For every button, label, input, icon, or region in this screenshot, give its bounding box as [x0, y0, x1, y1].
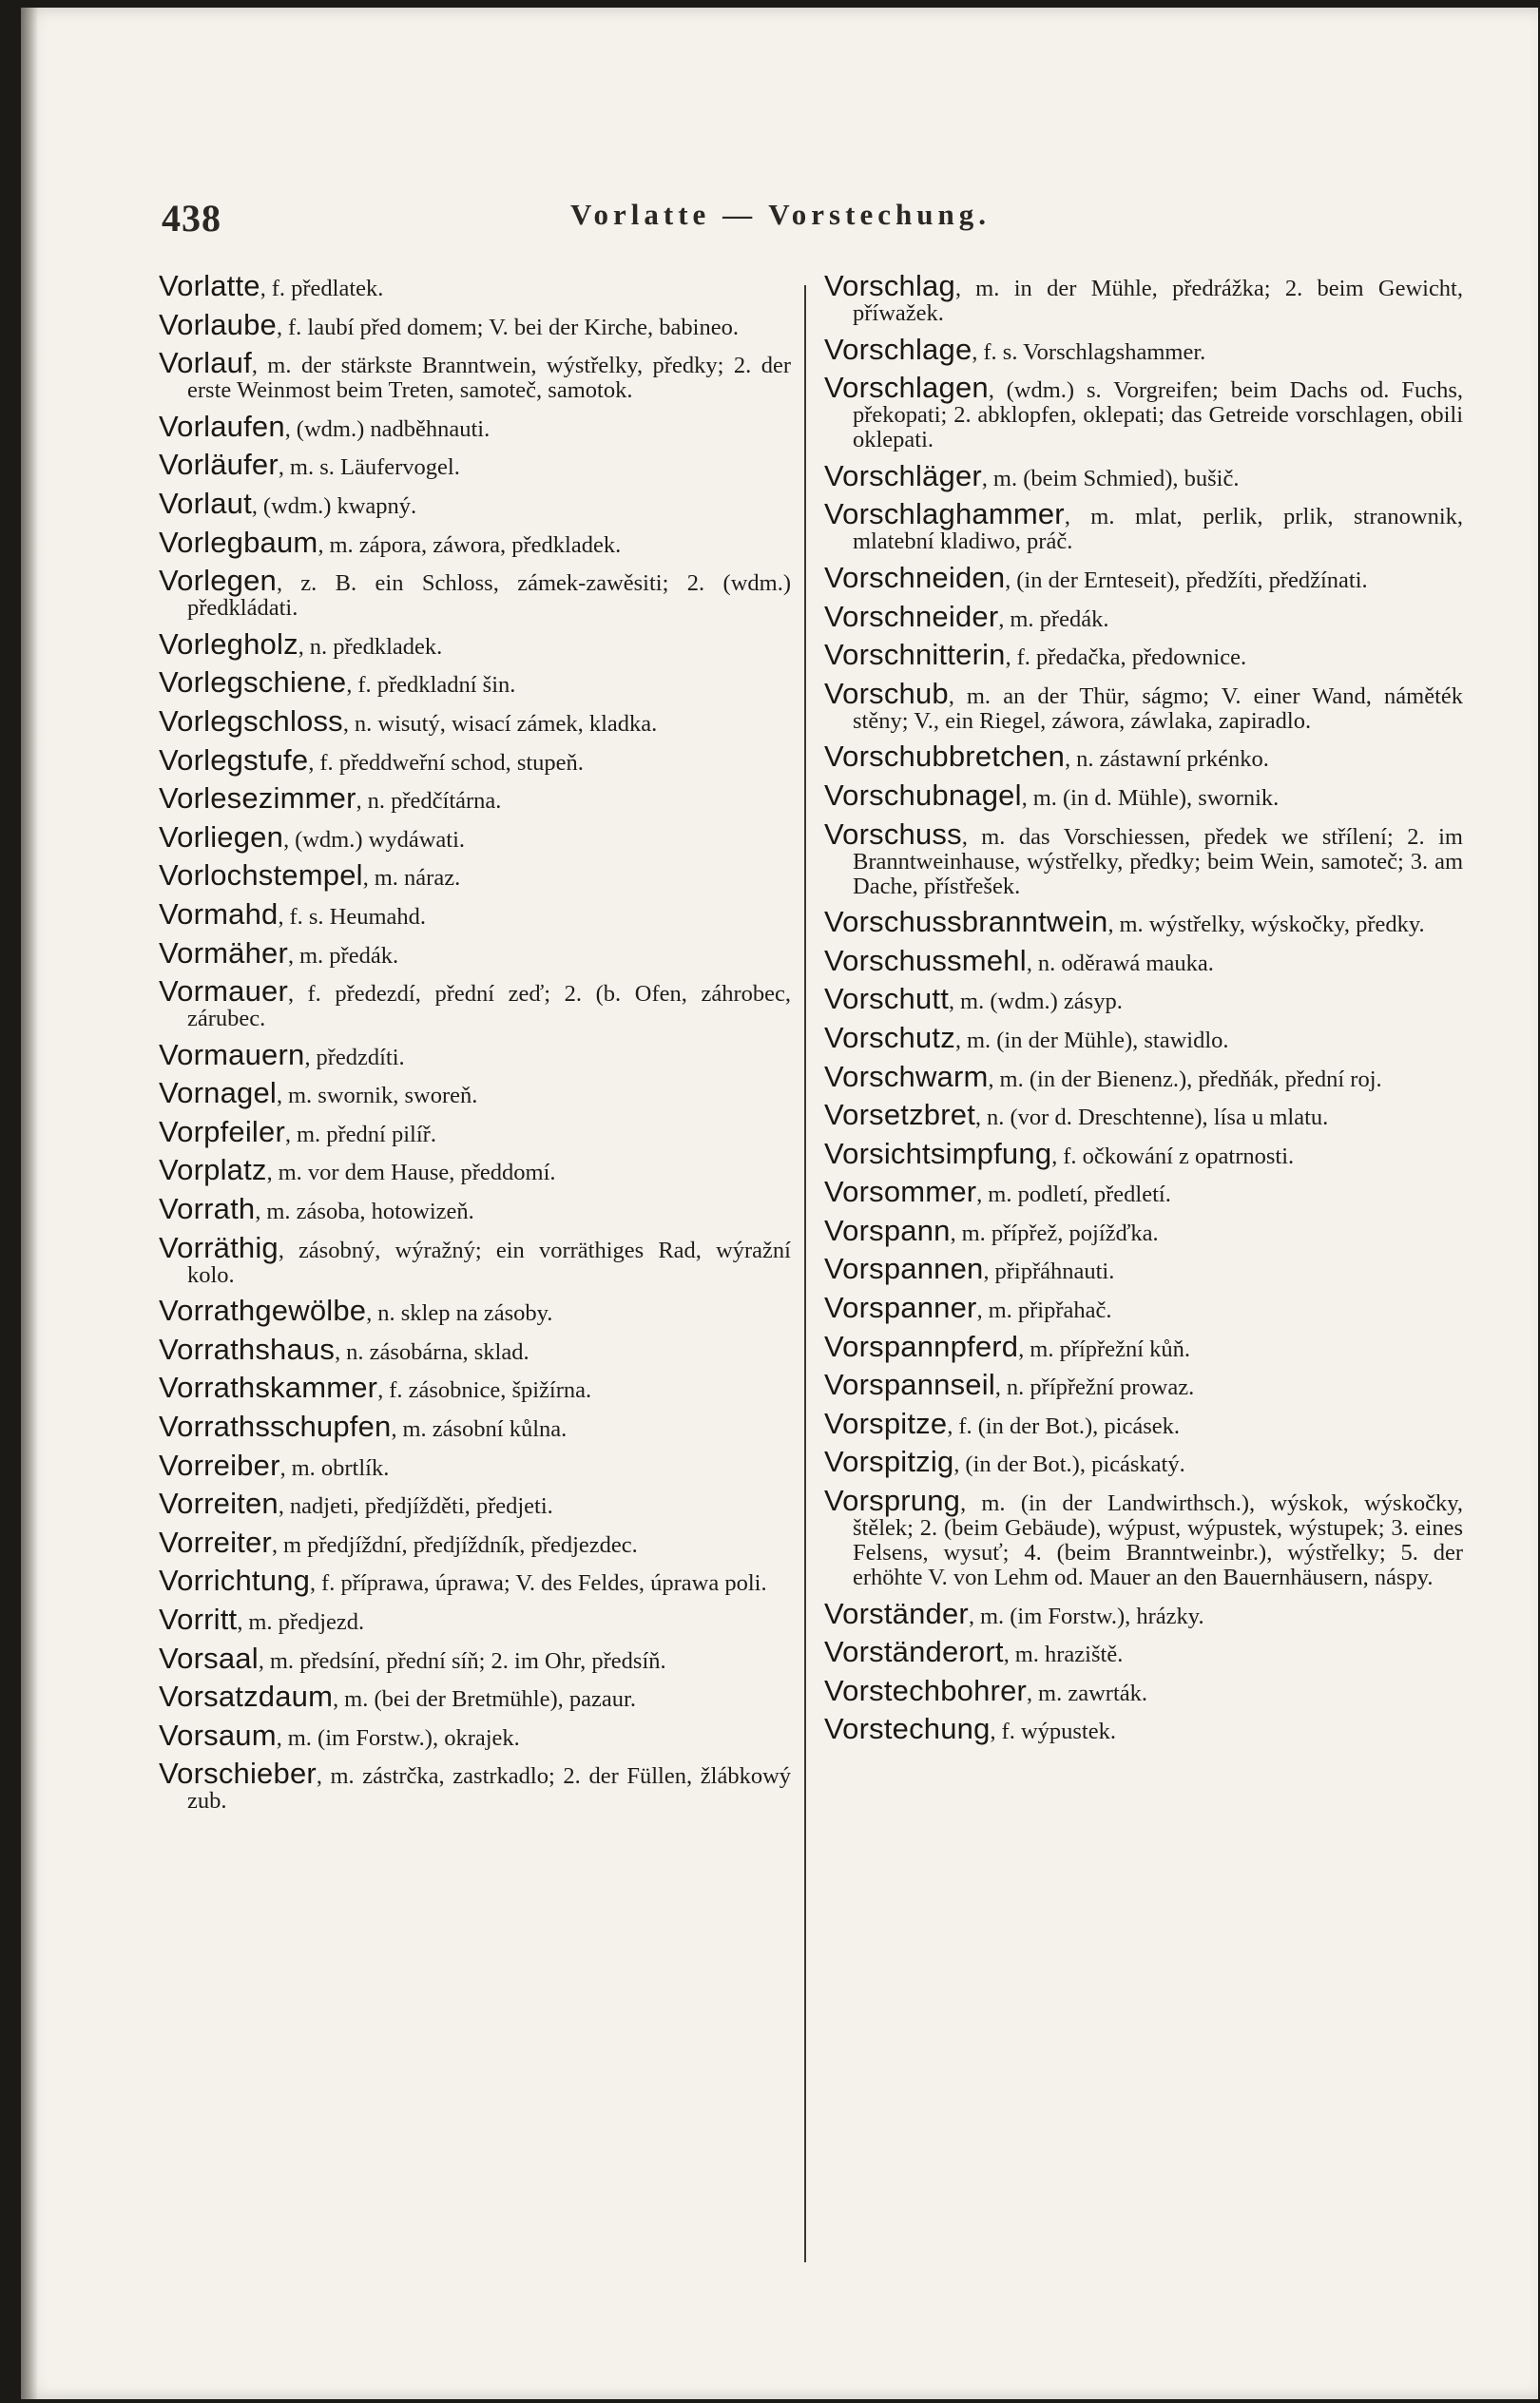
dictionary-entry: Vorlaufen, (wdm.) nadběhnauti. [159, 409, 491, 443]
dictionary-entry: Vorschub, m. an der Thür, ságmo; V. einer Wand, náměték stěny; V., ein Riegel, záwora, záwlaka, zapiradlo. [824, 676, 1464, 734]
entry-definition: m. předák. [299, 942, 399, 969]
entry-headword: Vorlaufen [159, 409, 285, 443]
dictionary-entry: Vorsaum, m. (im Forstw.), okrajek. [159, 1718, 520, 1752]
dictionary-entry: Vorliegen, (wdm.) wydáwati. [159, 819, 466, 854]
entry-headword: Vorschlag [824, 269, 955, 302]
entry-headword: Vorlegholz [159, 626, 298, 661]
entry-definition: f. wýpustek. [1001, 1719, 1116, 1745]
entry-definition: f. příprawa, úprawa; V. des Feldes, úprawa poli. [321, 1570, 767, 1597]
dictionary-entry: Vorplatz, m. vor dem Hause, předdomí. [159, 1153, 556, 1187]
entry-headword: Vorreiber [159, 1448, 280, 1482]
entry-headword: Vorschieber [159, 1757, 317, 1791]
entry-headword: Vorschub [824, 676, 949, 710]
dictionary-entry: Vorlesezimmer, n. předčítárna. [159, 781, 502, 816]
entry-definition: n. (vor d. Dreschtenne), lísa u mlatu. [987, 1105, 1329, 1131]
entry-headword: Vorrathshaus [159, 1332, 336, 1366]
dictionary-entry: Vorstechbohrer, m. zawrták. [824, 1673, 1148, 1707]
dictionary-entry: Vorreiter, m předjíždní, předjíždník, předjezdec. [159, 1525, 638, 1559]
entry-headword: Vorspannseil [824, 1368, 995, 1402]
dictionary-entry: Vorrathgewölbe, n. sklep na zásoby. [159, 1294, 553, 1328]
entry-headword: Vorspanner [824, 1291, 977, 1325]
entry-definition: f. předezdí, přední zeď; 2. (b. Ofen, záhrobec, zárubec. [187, 981, 791, 1032]
entry-definition: m. vor dem Hause, předdomí. [278, 1160, 556, 1186]
entry-headword: Vorrathskammer [159, 1371, 378, 1405]
dictionary-entry: Vorständerort, m. hraziště. [824, 1635, 1124, 1669]
entry-headword: Vorlaut [159, 486, 252, 520]
dictionary-entry: Vorstechung, f. wýpustek. [824, 1712, 1116, 1746]
entry-headword: Vorschutt [824, 982, 950, 1016]
dictionary-entry: Vorschussmehl, n. oděrawá mauka. [824, 943, 1214, 977]
dictionary-entry: Vorräthig, zásobný, wýražný; ein vorräthiges Rad, wýražní kolo. [159, 1230, 791, 1288]
entry-headword: Vorrichtung [159, 1564, 311, 1598]
entry-headword: Vorliegen [159, 819, 284, 854]
entry-headword: Vorlegschiene [159, 665, 347, 700]
entry-headword: Vorsprung [824, 1484, 961, 1518]
entry-headword: Vorlauf [159, 346, 252, 380]
entry-headword: Vornagel [159, 1076, 277, 1110]
dictionary-entry: Vorspannpferd, m. přípřežní kůň. [824, 1329, 1191, 1363]
dictionary-entry: Vorlegen, z. B. ein Schloss, zámek-zawěsiti; 2. (wdm.) předkládati. [159, 564, 792, 622]
dictionary-entry: Vorsatzdaum, m. (bei der Bretmühle), pazaur. [159, 1680, 636, 1714]
dictionary-entry: Vorspannseil, n. přípřežní prowaz. [824, 1368, 1195, 1402]
entry-headword: Vormauer [159, 974, 288, 1009]
dictionary-entry: Vorlegschiene, f. předkladní šin. [159, 665, 516, 700]
entry-headword: Vorräthig [159, 1230, 279, 1264]
dictionary-entry: Vorlegholz, n. předkladek. [159, 626, 443, 661]
entry-headword: Vorspitzig [824, 1445, 954, 1479]
dictionary-entry: Vormauern, předzdíti. [159, 1037, 405, 1071]
right-column [824, 269, 1464, 1756]
entry-definition: n. předčítárna. [367, 788, 502, 815]
dictionary-entry: Vorritt, m. předjezd. [159, 1603, 365, 1636]
entry-headword: Vorlochstempel [159, 858, 363, 893]
dictionary-entry: Vorschneiden, (in der Ernteseit), předžíti, předžínati. [824, 560, 1368, 594]
page-header [162, 196, 1388, 243]
entry-headword: Vorstechung [824, 1712, 991, 1746]
entry-headword: Vorlesezimmer [159, 781, 356, 816]
dictionary-entry: Vorspann, m. přípřež, pojížďka. [824, 1213, 1159, 1247]
dictionary-entry: Vorschieber, m. zástrčka, zastrkadlo; 2. der Füllen, žlábkowý zub. [159, 1757, 792, 1815]
entry-definition: m. předák. [1010, 606, 1109, 632]
entry-headword: Vorlegen [159, 564, 277, 598]
dictionary-entry: Vorreiten, nadjeti, předjížděti, předjeti. [159, 1487, 553, 1521]
dictionary-entry: Vorschutz, m. (in der Mühle), stawidlo. [824, 1020, 1229, 1054]
entry-definition: m. (bei der Bretmühle), pazaur. [344, 1686, 636, 1713]
dictionary-entry: Vorlegstufe, f. předdweřní schod, stupeň. [159, 742, 584, 777]
entry-headword: Vorrathgewölbe [159, 1294, 367, 1328]
entry-definition: m. (wdm.) zásyp. [960, 989, 1123, 1015]
page-gutter-shadow [21, 8, 38, 2399]
entry-definition: f. předkladní šin. [357, 672, 516, 699]
entry-definition: f. očkowání z opatrnosti. [1063, 1143, 1295, 1169]
entry-headword: Vorreiter [159, 1525, 272, 1559]
entry-definition: f. s. Vorschlagshammer. [983, 338, 1206, 365]
dictionary-entry: Vornagel, m. swornik, sworeň. [159, 1076, 478, 1110]
dictionary-entry: Vorrichtung, f. příprawa, úprawa; V. des Feldes, úprawa poli. [159, 1564, 767, 1598]
entry-definition: m. (in der Bienenz.), předňák, přední roj. [999, 1066, 1382, 1092]
dictionary-entry: Vorreiber, m. obrtlík. [159, 1448, 390, 1482]
entry-definition: m. náraz. [374, 865, 461, 892]
entry-definition: m. (beim Schmied), bušič. [992, 465, 1240, 491]
entry-headword: Vorspannpferd [824, 1329, 1019, 1363]
entry-definition: f. s. Heumahd. [289, 903, 427, 930]
dictionary-entry: Vorspitzig, (in der Bot.), picáskatý. [824, 1445, 1185, 1479]
entry-headword: Vorständerort [824, 1635, 1004, 1669]
entry-headword: Vorspitze [824, 1406, 948, 1440]
entry-definition: (in der Ernteseit), předžíti, předžínati. [1016, 567, 1368, 593]
dictionary-entry: Vorschussbranntwein, m. wýstřelky, wýskočky, předky. [824, 905, 1425, 939]
left-column [159, 269, 792, 1825]
entry-definition: m. das Vorschiessen, předek we střílení; 2. im Branntweinhause, wýstřelky, předky; beim Wein, samoteč; 3. am Dache, přístřešek. [853, 823, 1463, 899]
dictionary-entry: Vorlochstempel, m. náraz. [159, 858, 461, 893]
entry-headword: Vorplatz [159, 1153, 267, 1187]
entry-headword: Vorschubbretchen [824, 740, 1066, 774]
dictionary-entry: Vorständer, m. (im Forstw.), hrázky. [824, 1596, 1204, 1630]
dictionary-entry: Vorsichtsimpfung, f. očkowání z opatrnosti. [824, 1136, 1295, 1170]
entry-definition: (wdm.) wydáwati. [295, 826, 466, 853]
page-number: 438 [162, 197, 221, 240]
entry-definition: m. přípřežní kůň. [1030, 1336, 1191, 1362]
dictionary-entry: Vorrathskammer, f. zásobnice, špižírna. [159, 1371, 592, 1405]
entry-headword: Vorpfeiler [159, 1114, 285, 1148]
entry-definition: n. zástawní prkénko. [1076, 746, 1269, 773]
entry-definition: f. předlatek. [271, 276, 384, 301]
dictionary-entry: Vorlauf, m. der stärkste Branntwein, wýstřelky, předky; 2. der erste Weinmost beim Treten, samoteč, samotok. [159, 346, 791, 404]
entry-headword: Vorrathsschupfen [159, 1410, 392, 1444]
dictionary-entry: Vorschlag, m. in der Mühle, předrážka; 2. beim Gewicht, příwažek. [824, 269, 1463, 326]
entry-definition: n. oděrawá mauka. [1037, 950, 1214, 976]
entry-definition: m. zástrčka, zastrkadlo; 2. der Füllen, žlábkowý zub. [187, 1763, 792, 1815]
dictionary-entry: Vorlegschloss, n. wisutý, wisací zámek, kladka. [159, 703, 658, 738]
entry-headword: Vormahd [159, 896, 279, 931]
entry-headword: Vorschuss [824, 817, 962, 851]
entry-headword: Vorspann [824, 1213, 951, 1247]
entry-headword: Vormäher [159, 935, 288, 970]
entry-headword: Vorständer [824, 1596, 969, 1630]
entry-headword: Vorreiten [159, 1487, 279, 1521]
dictionary-entry: Vorläufer, m. s. Läufervogel. [159, 448, 460, 482]
entry-definition: m předjíždní, předjíždník, předjezdec. [282, 1531, 638, 1558]
entry-definition: m. přípřež, pojížďka. [961, 1220, 1159, 1246]
entry-headword: Vorsaum [159, 1718, 277, 1752]
entry-headword: Vorstechbohrer [824, 1673, 1028, 1707]
dictionary-entry: Vorrathsschupfen, m. zásobní kůlna. [159, 1410, 568, 1444]
entry-definition: m. swornik, sworeň. [287, 1083, 478, 1109]
dictionary-entry: Vorsaal, m. předsíní, přední síň; 2. im Ohr, předsíň. [159, 1641, 666, 1675]
entry-definition: n. přípřežní prowaz. [1006, 1375, 1195, 1401]
entry-headword: Vorlegstufe [159, 742, 309, 777]
entry-definition: n. sklep na zásoby. [377, 1300, 553, 1327]
entry-definition: (wdm.) nadběhnauti. [296, 415, 491, 442]
entry-definition: m. přední pilíř. [296, 1121, 436, 1147]
dictionary-entry: Vorsetzbret, n. (vor d. Dreschtenne), lísa u mlatu. [824, 1098, 1329, 1132]
entry-headword: Vorschwarm [824, 1059, 989, 1093]
entry-definition: z. B. ein Schloss, zámek-zawěsiti; 2. (wdm.) předkládati. [187, 570, 792, 622]
entry-headword: Vorsichtsimpfung [824, 1136, 1052, 1170]
dictionary-entry: Vorrath, m. zásoba, hotowizeň. [159, 1192, 474, 1226]
entry-definition: m. an der Thür, ságmo; V. einer Wand, náměték stěny; V., ein Riegel, záwora, záwlaka, zapiradlo. [853, 682, 1464, 734]
entry-headword: Vorschutz [824, 1020, 955, 1054]
dictionary-entry: Vorschlagen, (wdm.) s. Vorgreifen; beim Dachs od. Fuchs, překopati; 2. abklopfen, oklepati; das Getreide vorschlagen, obili oklepati. [824, 371, 1463, 453]
entry-definition: m. obrtlík. [291, 1454, 390, 1481]
dictionary-entry: Vorsprung, m. (in der Landwirthsch.), wýskok, wýskočky, štělek; 2. (beim Gebäude), wýpust, wýpustek, wýstupek; 3. eines Felsens, wysuť; 4. (beim Branntweinbr.), wýstřelky; 5. der erhöhte V. von Lehm od. Mauer an den Bauernhäusern, náspy. [824, 1484, 1463, 1591]
dictionary-entry: Vorlegbaum, m. zápora, záwora, předkladek. [159, 525, 622, 559]
entry-definition: m. (im Forstw.), hrázky. [979, 1603, 1204, 1629]
entry-definition: (in der Bot.), picáskatý. [965, 1451, 1185, 1478]
entry-definition: n. zásobárna, sklad. [346, 1338, 529, 1365]
entry-headword: Vorritt [159, 1603, 238, 1636]
entry-definition: m. mlat, perlik, prlik, stranownik, mlatební kladiwo, práč. [853, 504, 1464, 555]
entry-definition: f. předačka, předownice. [1016, 644, 1247, 671]
entry-headword: Vorsaal [159, 1641, 259, 1675]
entry-definition: m. předsíní, přední síň; 2. im Ohr, předsíň. [269, 1647, 666, 1674]
entry-definition: připřáhnauti. [994, 1259, 1115, 1285]
entry-definition: n. wisutý, wisací zámek, kladka. [354, 710, 658, 737]
entry-headword: Vorschussmehl [824, 943, 1027, 977]
entry-definition: předzdíti. [316, 1044, 405, 1070]
entry-definition: m. zásobní kůlna. [402, 1416, 568, 1443]
entry-definition: (wdm.) s. Vorgreifen; beim Dachs od. Fuchs, překopati; 2. abklopfen, oklepati; das Getreide vorschlagen, obili oklepati. [853, 377, 1463, 453]
dictionary-entry: Vorschubbretchen, n. zástawní prkénko. [824, 740, 1269, 774]
entry-definition: m. připřahač. [988, 1298, 1112, 1324]
entry-definition: m. zawrták. [1038, 1680, 1148, 1706]
dictionary-entry: Vorschuss, m. das Vorschiessen, předek we střílení; 2. im Branntweinhause, wýstřelky, předky; beim Wein, samoteč; 3. am Dache, přístřešek. [824, 817, 1463, 899]
entry-headword: Vormauern [159, 1037, 305, 1071]
dictionary-entry: Vorschlage, f. s. Vorschlagshammer. [824, 332, 1206, 366]
dictionary-entry: Vorschneider, m. předák. [824, 599, 1109, 633]
entry-definition: m. zásoba, hotowizeň. [266, 1199, 474, 1225]
dictionary-entry: Vorspitze, f. (in der Bot.), picásek. [824, 1406, 1180, 1440]
dictionary-entry: Vormahd, f. s. Heumahd. [159, 896, 427, 931]
entry-headword: Vorschussbranntwein [824, 905, 1108, 939]
entry-headword: Vorschnitterin [824, 638, 1006, 672]
entry-headword: Vorschlage [824, 332, 972, 366]
entry-headword: Vorsetzbret [824, 1098, 976, 1132]
entry-headword: Vorschneiden [824, 560, 1006, 594]
entry-headword: Vorlaube [159, 307, 277, 341]
dictionary-entry: Vorlatte, f. předlatek. [159, 269, 384, 302]
running-head: Vorlatte — Vorstechung. [570, 198, 991, 231]
entry-definition: f. laubí před domem; V. bei der Kirche, babineo. [287, 314, 739, 340]
entry-definition: m. hraziště. [1014, 1642, 1124, 1668]
entry-definition: m. (im Forstw.), okrajek. [287, 1724, 520, 1751]
dictionary-entry: Vorlaut, (wdm.) kwapný. [159, 486, 417, 520]
dictionary-entry: Vorspanner, m. připřahač. [824, 1291, 1112, 1325]
dictionary-entry: Vorschubnagel, m. (in d. Mühle), swornik. [824, 778, 1280, 812]
dictionary-entry: Vorsommer, m. podletí, předletí. [824, 1175, 1171, 1209]
dictionary-entry: Vorschnitterin, f. předačka, předownice. [824, 638, 1247, 672]
entry-headword: Vorläufer [159, 448, 279, 482]
entry-definition: n. předkladek. [309, 633, 443, 660]
dictionary-entry: Vorschutt, m. (wdm.) zásyp. [824, 982, 1123, 1016]
entry-headword: Vorlatte [159, 269, 260, 302]
entry-definition: m. in der Mühle, předrážka; 2. beim Gewicht, příwažek. [853, 276, 1463, 326]
dictionary-entry: Vorrathshaus, n. zásobárna, sklad. [159, 1332, 529, 1366]
entry-headword: Vorschlagen [824, 371, 989, 405]
entry-headword: Vorrath [159, 1192, 256, 1226]
entry-headword: Vorschlaghammer [824, 497, 1065, 531]
entry-definition: m. (in der Landwirthsch.), wýskok, wýskočky, štělek; 2. (beim Gebäude), wýpust, wýpustek, wýstupek; 3. eines Felsens, wysuť; 4. (beim Branntweinbr.), wýstřelky; 5. der erhöhte V. von Lehm od. Mauer an den Bauernhäusern, náspy. [853, 1490, 1463, 1591]
entry-definition: (wdm.) kwapný. [262, 492, 417, 519]
column-divider [804, 285, 806, 2262]
entry-headword: Vorlegschloss [159, 703, 343, 738]
dictionary-entry: Vorspannen, připřáhnauti. [824, 1252, 1115, 1286]
entry-definition: f. zásobnice, špižírna. [389, 1377, 592, 1404]
entry-definition: m. podletí, předletí. [988, 1182, 1171, 1208]
entry-definition: f. předdweřní schod, stupeň. [319, 749, 584, 776]
dictionary-entry: Vorlaube, f. laubí před domem; V. bei der Kirche, babineo. [159, 307, 739, 341]
entry-definition: f. (in der Bot.), picásek. [958, 1413, 1180, 1439]
entry-definition: m. (in der Mühle), stawidlo. [966, 1027, 1229, 1053]
entry-definition: m. zápora, záwora, předkladek. [329, 531, 622, 558]
entry-definition: zásobný, wýražný; ein vorräthiges Rad, wýražní kolo. [187, 1237, 791, 1288]
entry-headword: Vorschneider [824, 599, 999, 633]
entry-definition: m. s. Läufervogel. [289, 454, 460, 481]
entry-headword: Vorspannen [824, 1252, 984, 1286]
dictionary-entry: Vorschwarm, m. (in der Bienenz.), předňák, přední roj. [824, 1059, 1382, 1093]
entry-headword: Vorsatzdaum [159, 1680, 334, 1714]
entry-definition: m. (in d. Mühle), swornik. [1032, 784, 1280, 811]
dictionary-entry: Vorschläger, m. (beim Schmied), bušič. [824, 458, 1240, 492]
entry-definition: m. předjezd. [248, 1609, 365, 1635]
dictionary-entry: Vorpfeiler, m. přední pilíř. [159, 1114, 436, 1148]
dictionary-entry: Vorschlaghammer, m. mlat, perlik, prlik, stranownik, mlatební kladiwo, práč. [824, 497, 1464, 555]
entry-definition: m. der stärkste Branntwein, wýstřelky, předky; 2. der erste Weinmost beim Treten, samoteč, samotok. [187, 353, 791, 404]
entry-headword: Vorschubnagel [824, 778, 1022, 812]
entry-headword: Vorschläger [824, 458, 982, 492]
entry-definition: nadjeti, předjížděti, předjeti. [289, 1493, 553, 1520]
dictionary-entry: Vormäher, m. předák. [159, 935, 399, 970]
dictionary-entry: Vormauer, f. předezdí, přední zeď; 2. (b. Ofen, záhrobec, zárubec. [159, 974, 791, 1032]
entry-headword: Vorlegbaum [159, 525, 318, 559]
entry-headword: Vorsommer [824, 1175, 977, 1209]
entry-definition: m. wýstřelky, wýskočky, předky. [1119, 912, 1425, 938]
